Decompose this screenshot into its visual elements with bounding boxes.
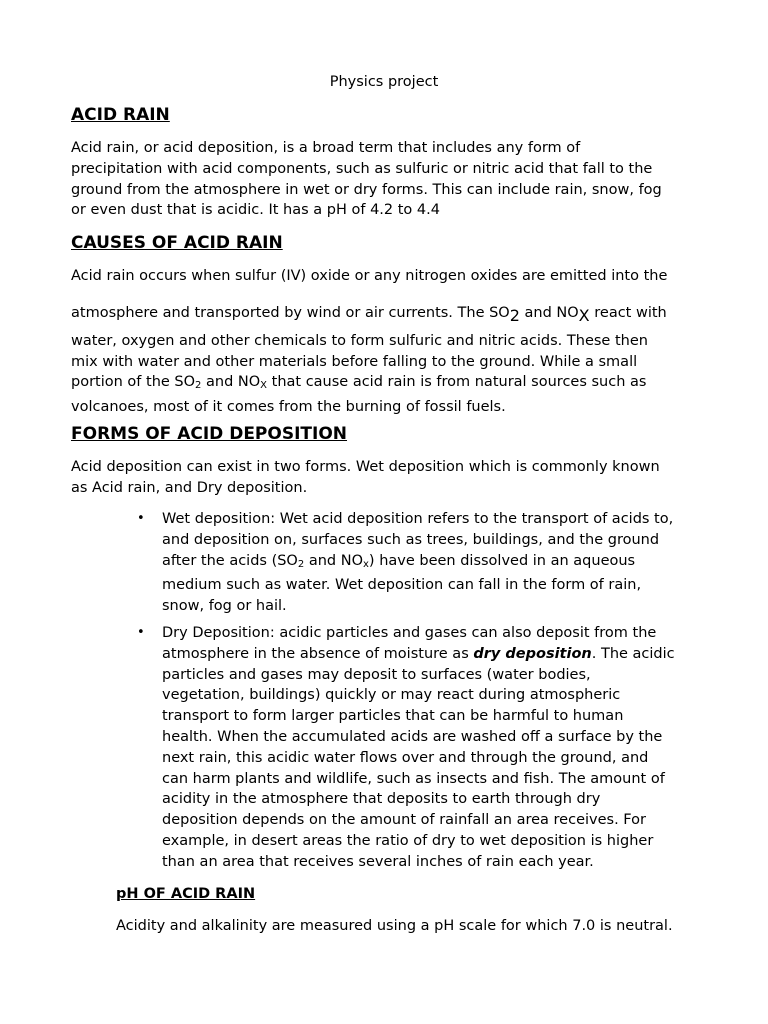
wet-deposition-text (162, 509, 722, 617)
heading-acid-rain: ACID RAIN (71, 105, 170, 125)
paragraph-line: Acid rain occurs when sulfur (IV) oxide or any nitrogen oxides are emitted into the (71, 268, 668, 284)
paragraph-line: transport to form larger particles that can be harmful to human (162, 708, 624, 725)
paragraph-line: health. When the accumulated acids are washed off a surface by the (162, 728, 663, 745)
emphasis-dry-deposition: dry deposition (473, 645, 592, 662)
paragraph-line: water, oxygen and other chemicals to form sulfuric and nitric acids. These then (71, 332, 648, 349)
paragraph-line: Wet deposition: Wet acid deposition refers to the transport of acids to, (162, 511, 674, 527)
paragraph-line: Acidity and alkalinity are measured using a pH scale for which 7.0 is neutral. (116, 918, 673, 934)
paragraph-line: deposition depends on the amount of rainfall an area receives. For (162, 812, 646, 829)
document-title: Physics project (329, 74, 439, 90)
paragraph-line: than an area that receives several inches of rain each year. (162, 853, 594, 870)
paragraph-line: atmosphere and transported by wind or air currents. The SO2 and NOX react with (71, 305, 667, 325)
causes-paragraph-line1 (71, 266, 711, 287)
paragraph-line: ground from the atmosphere in wet or dry forms. This can include rain, snow, fog (71, 181, 662, 198)
subscript: 2 (297, 558, 305, 570)
causes-paragraph (71, 303, 711, 418)
subscript: x (363, 558, 369, 570)
heading-ph-of-acid-rain: pH OF ACID RAIN (116, 886, 256, 902)
paragraph-line: volcanoes, most of it comes from the burning of fossil fuels. (71, 399, 506, 416)
paragraph-line: vegetation, buildings) quickly or may react during atmospheric (162, 687, 621, 704)
subscript: X (260, 380, 268, 392)
paragraph-line: mix with water and other materials before falling to the ground. While a small (71, 353, 638, 370)
paragraph-line: Dry Deposition: acidic particles and gases can also deposit from the (162, 625, 657, 641)
paragraph-line: atmosphere in the absence of moisture as dry deposition. The acidic (162, 645, 675, 662)
paragraph-line: next rain, this acidic water flows over and through the ground, and (162, 749, 649, 766)
paragraph-line: Acid deposition can exist in two forms. Wet deposition which is commonly known (71, 459, 660, 475)
paragraph-line: can harm plants and wildlife, such as insects and fish. The amount of (162, 770, 665, 787)
paragraph-line: example, in desert areas the ratio of dry to wet deposition is higher (162, 832, 654, 849)
paragraph-line: after the acids ($SO_2$ and $NO_x$) have been dissolved in an aqueous (162, 552, 636, 570)
acid-rain-paragraph (71, 138, 711, 221)
paragraph-line: particles and gases may deposit to surfaces (water bodies, (162, 666, 591, 683)
bullet-icon: • (137, 625, 145, 640)
paragraph-line: medium such as water. Wet deposition can fall in the form of rain, (162, 577, 642, 594)
paragraph-line: portion of the $SO_2$ and $NO_X$ that cause acid rain is from natural sources such as (71, 374, 647, 392)
paragraph-line: acidity in the atmosphere that deposits to earth through dry (162, 791, 601, 808)
heading-causes-of-acid-rain: CAUSES OF ACID RAIN (71, 233, 283, 253)
paragraph-line: and deposition on, surfaces such as trees, buildings, and the ground (162, 531, 660, 548)
paragraph-line: Acid rain, or acid deposition, is a broad term that includes any form of (71, 140, 581, 156)
subscript: 2 (195, 380, 202, 392)
bullet-icon: • (137, 511, 145, 526)
paragraph-line: precipitation with acid components, such as sulfuric or nitric acid that fall to the (71, 160, 653, 177)
heading-forms-of-acid-deposition: FORMS OF ACID DEPOSITION (71, 424, 348, 444)
paragraph-line: or even dust that is acidic. It has a pH of 4.2 to 4.4 (71, 202, 440, 219)
paragraph-line: snow, fog or hail. (162, 598, 287, 615)
paragraph-line: as Acid rain, and Dry deposition. (71, 479, 308, 496)
subscript: 2 (509, 306, 520, 325)
subscript: X (578, 306, 590, 325)
ph-paragraph (116, 916, 736, 937)
dry-deposition-text (162, 623, 722, 873)
forms-intro-paragraph (71, 457, 711, 499)
